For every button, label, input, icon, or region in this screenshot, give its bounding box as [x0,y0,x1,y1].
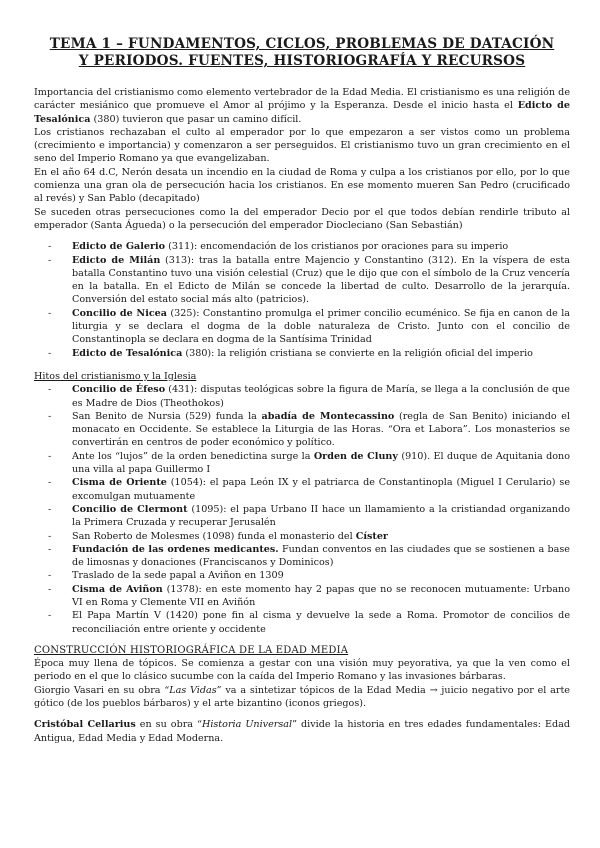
list-item: - Fundación de las ordenes medicantes. Fundan conventos en las ciudades que se sostienen a base de limosnas y donaciones (Franciscanos y Dominicos) [72,543,570,570]
list-item: - Concilio de Éfeso (431): disputas teológicas sobre la figura de María, se llega a la conclusión de que es Madre de Dios (Theothokos) [72,383,570,410]
historiography-heading: CONSTRUCCIÓN HISTORIOGRÁFICA DE LA EDAD MEDIA [34,644,349,656]
list-item: - Edicto de Galerio (311): encomendación de los cristianos por oraciones para su imperio [72,240,570,253]
edicts-list [34,240,570,360]
list-item: - Concilio de Nicea (325): Constantino promulga el primer concilio ecuménico. Se fija en canon de la liturgia y se declara el dogma de la doble naturaleza de Cristo. Junto con el concilio de Constantinopla se declara en dogma de la Santísima Trinidad [72,307,570,347]
list-item: - Traslado de la sede papal a Aviñon en 1309 [72,569,570,582]
intro-paragraph-1 [34,86,570,126]
list-item: - Edicto de Milán (313): tras la batalla entre Majencio y Constantino (312). En la víspera de esta batalla Constantino tuvo una visión celestial (Cruz) que le dijo que con el símbolo de la Cruz vencería en la batalla. En el Edicto de Milán se concede la libertad de culto. Desarrollo de la jerarquía. Conversión del estato social más alto (patricios). [72,254,570,307]
historiography-paragraph-1: Época muy llena de tópicos. Se comienza a gestar con una visión muy peyorativa, ya que la ven como el periodo en el que lo clásico sucumbe con la caída del Imperio Romano y las invasiones bárbaras. [34,658,570,683]
list-item: - Cisma de Aviñon (1378): en este momento hay 2 papas que no se reconocen mutuamente: Urbano VI en Roma y Clemente VII en Aviñón [72,583,570,610]
list-item: - San Benito de Nursia (529) funda la abadía de Montecassino (regla de San Benito) iniciando el monacato en Occidente. Se establece la Liturgia de las Horas. “Ora et Labora”. Los monasterios se convertirán en centros de poder económico y político. [72,410,570,450]
list-item: - Cisma de Oriente (1054): el papa León IX y el patriarca de Constantinopla (Miguel I Cerulario) se excomulgan mutuamente [72,476,570,503]
historiography-paragraph-2: Giorgio Vasari en su obra “Las Vidas” va a sintetizar tópicos de la Edad Media → juicio negativo por el arte gótico (de los pueblos bárbaros) y el arte bizantino (iconos griegos). [34,684,570,710]
intro-paragraph-3: En el año 64 d.C, Nerón desata un incendio en la ciudad de Roma y culpa a los cristianos por ello, por lo que comienza una gran ola de persecución hacia los cristianos. En ese momento mueren San Pedro (crucificado al revés) y San Pablo (decapitado) [34,166,570,205]
intro-paragraph-2: Los cristianos rechazaban el culto al emperador por lo que empezaron a ser vistos como un problema (crecimiento e importancia) y comenzaron a ser perseguidos. El cristianismo tuvo un gran crecimiento en el seno del Imperio Romano ya que evangelizaban. [34,126,570,165]
list-item: - Concilio de Clermont (1095): el papa Urbano II hace un llamamiento a la cristiandad organizando la Primera Cruzada y recuperar Jerusalén [72,503,570,530]
historiography-paragraph-3: Cristóbal Cellarius en su obra “Historia Universal” divide la historia en tres edades fundamentales: Edad Antigua, Edad Media y Edad Moderna. [34,719,571,744]
milestones-list [34,383,570,636]
list-item: - San Roberto de Molesmes (1098) funda el monasterio del Císter [72,530,570,543]
intro-paragraph-4: Se suceden otras persecuciones como la del emperador Decio por el que todos debían rendirle tributo al emperador (Santa Águeda) o la persecución del emperador Diocleciano (San Sebastián) [34,206,570,231]
page-title: TEMA 1 – FUNDAMENTOS, CICLOS, PROBLEMAS DE DATACIÓN Y PERIODOS. FUENTES, HISTORIOGRAFÍA Y RECURSOS [49,36,555,69]
list-item: - El Papa Martín V (1420) pone fin al cisma y devuelve la sede a Roma. Promotor de concilios de reconciliación entre oriente y occidente [72,609,570,636]
list-item: - Edicto de Tesalónica (380): la religión cristiana se convierte en la religión oficial del imperio [72,347,570,360]
intro-text: Importancia del cristianismo como elemento vertebrador de la Edad Media. El cristianismo es una religión de carácter mesiánico que promueve el Amor al prójimo y la Esperanza. Desde el inicio hasta el [34,87,570,112]
historiography-section [34,657,570,745]
intro-text: (380) tuvieron que pasar un camino difícil. [90,113,302,125]
list-item: - Ante los “lujos” de la orden benedictina surge la Orden de Cluny (910). El duque de Aquitania dono una villa al papa Guillermo I [72,450,570,477]
intro-section [34,86,570,232]
intro-bold-term: Edicto de Tesalónica [34,100,570,125]
milestones-heading: Hitos del cristianismo y la Iglesia [34,370,197,382]
